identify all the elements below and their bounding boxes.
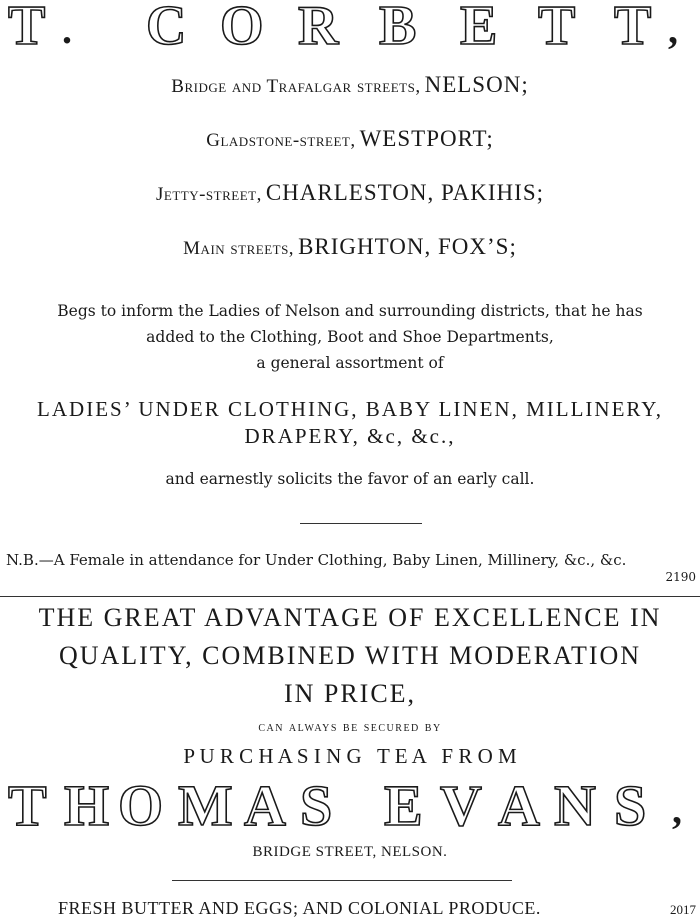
- goods-line: DRAPERY, &c, &c.,: [244, 424, 456, 448]
- goods-line: LADIES’ UNDER CLOTHING, BABY LINEN, MILLINERY,: [37, 397, 663, 421]
- secured-line: can always be secured by: [258, 720, 442, 735]
- produce-footer: FRESH BUTTER AND EGGS; AND COLONIAL PRODUCE.: [58, 898, 541, 918]
- heading-letter: O: [220, 0, 264, 57]
- heading-letter: T: [8, 773, 47, 838]
- location-town: BRIGHTON, FOX’S;: [298, 234, 517, 259]
- location-line: [0, 72, 700, 98]
- purchasing-line: P U R C H A S I N G T E A F R O M: [183, 744, 517, 768]
- evans-address: BRIDGE STREET, NELSON.: [252, 844, 448, 860]
- location-town: NELSON;: [424, 72, 529, 97]
- location-town: CHARLESTON, PAKIHIS;: [265, 180, 544, 205]
- ad-reference-number: 2190: [665, 570, 696, 584]
- nb-notice: N.B.—A Female in attendance for Under Clothing, Baby Linen, Millinery, &c., &c.: [6, 551, 627, 569]
- ad-reference-number: 2017: [670, 902, 696, 917]
- heading-letter: E: [384, 773, 423, 838]
- location-line: [0, 126, 700, 152]
- location-streets: Jetty-street,: [155, 184, 262, 205]
- location-streets: Gladstone-street,: [206, 130, 356, 151]
- announcement-line: a general assortment of: [256, 354, 444, 372]
- announcement-line: added to the Clothing, Boot and Shoe Departments,: [146, 328, 554, 346]
- heading-letter: V: [440, 773, 482, 838]
- heading-letter: S: [300, 773, 333, 838]
- heading-letter: C: [146, 0, 187, 57]
- location-line: [0, 180, 700, 206]
- location-streets: Bridge and Trafalgar streets,: [171, 76, 421, 97]
- solicit-line: and earnestly solicits the favor of an early call.: [165, 470, 535, 488]
- location-streets: Main streets,: [183, 238, 295, 259]
- heading-letter: ,: [672, 787, 682, 832]
- heading-letter: B: [379, 0, 417, 57]
- heading-letter: E: [460, 0, 498, 57]
- heading-letter: ,: [668, 7, 678, 52]
- announcement-line: Begs to inform the Ladies of Nelson and surrounding districts, that he has: [57, 302, 643, 320]
- headline-line: THE GREAT ADVANTAGE OF EXCELLENCE IN: [38, 603, 662, 632]
- heading-letter: A: [498, 773, 540, 838]
- heading-letter: H: [64, 773, 110, 838]
- evans-name-heading: [0, 773, 700, 840]
- heading-letter: T: [614, 0, 652, 57]
- heading-letter: T: [8, 0, 46, 57]
- heading-letter: S: [614, 773, 647, 838]
- headline-line: IN PRICE,: [283, 679, 417, 708]
- short-divider: [300, 523, 422, 524]
- heading-letter: T: [538, 0, 576, 57]
- heading-letter: O: [118, 773, 164, 838]
- short-divider: [172, 880, 512, 881]
- heading-letter: M: [178, 773, 233, 838]
- location-town: WESTPORT;: [359, 126, 494, 151]
- corbett-name-heading: [0, 0, 700, 58]
- advert-separator: [0, 596, 700, 597]
- heading-letter: A: [244, 773, 286, 838]
- heading-letter: .: [62, 7, 72, 52]
- headline-line: QUALITY, COMBINED WITH MODERATION: [58, 641, 642, 670]
- location-line: [0, 234, 700, 260]
- heading-letter: N: [554, 773, 596, 838]
- heading-letter: R: [298, 0, 339, 57]
